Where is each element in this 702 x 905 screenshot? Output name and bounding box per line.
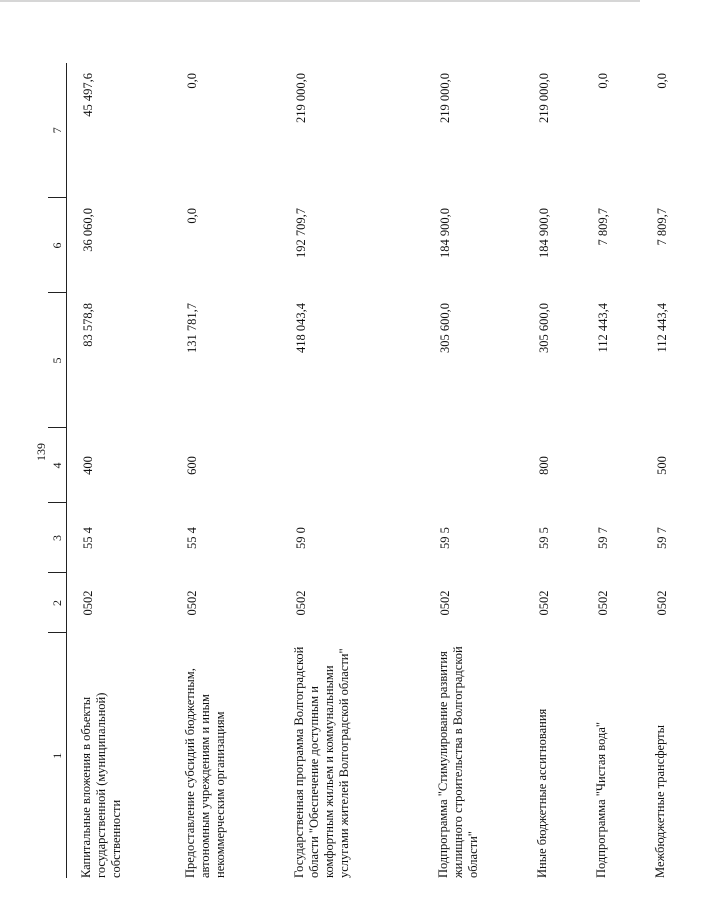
row-name: Предоставление субсидий бюджетным, автономным учреждениям и иным некоммерческим организациям [182, 667, 227, 878]
column-header: 6 [48, 198, 67, 293]
amount-col5: 112 443,4 [654, 302, 669, 353]
amount-col6: 184 900,0 [536, 207, 551, 258]
amount-col7: 219 000,0 [437, 72, 452, 123]
row-name: Иные бюджетные ассигнования [534, 708, 549, 878]
expense-type-code [424, 428, 523, 503]
page-number: 139 [34, 443, 48, 461]
expense-type-code: 800 [536, 455, 551, 475]
table-row [280, 63, 424, 878]
expense-type-code: 400 [80, 455, 95, 475]
column-header: 7 [48, 63, 67, 198]
amount-col6: 7 809,7 [654, 207, 669, 245]
amount-col7: 219 000,0 [536, 72, 551, 123]
amount-col6: 184 900,0 [437, 207, 452, 258]
target-code: 59 7 [595, 526, 610, 549]
amount-col7: 219 000,0 [293, 72, 308, 123]
amount-col5: 83 578,8 [80, 302, 95, 347]
column-header: 2 [48, 573, 67, 633]
section-code: 0502 [80, 590, 95, 615]
table-row [424, 63, 523, 878]
target-code: 55 4 [80, 526, 95, 549]
column-header: 5 [48, 293, 67, 428]
section-code: 0502 [184, 590, 199, 615]
budget-table [48, 63, 702, 878]
target-code: 59 0 [293, 526, 308, 549]
row-name: Государственная программа Волгоградской области "Обеспечение доступным и комфортным жильем и коммунальными услугами жителей Волгоградской области" [291, 646, 351, 878]
rotated-table-container [48, 63, 669, 878]
section-code: 0502 [536, 590, 551, 615]
amount-col5: 305 600,0 [437, 302, 452, 353]
target-code: 59 5 [437, 526, 452, 549]
amount-col7: 0,0 [654, 72, 669, 89]
table-row [523, 63, 582, 878]
table-header-row [48, 63, 67, 878]
section-code: 0502 [437, 590, 452, 615]
column-header: 4 [48, 428, 67, 503]
amount-col7: 0,0 [595, 72, 610, 89]
amount-col5: 131 781,7 [184, 302, 199, 353]
amount-col6: 36 060,0 [80, 207, 95, 252]
table-row [66, 63, 171, 878]
amount-col5: 418 043,4 [293, 302, 308, 353]
expense-type-code [280, 428, 424, 503]
target-code: 59 7 [654, 526, 669, 549]
row-name: Капитальные вложения в объекты государственной (муниципальной) собственности [78, 692, 123, 878]
amount-col6: 7 809,7 [595, 207, 610, 245]
table-row [582, 63, 641, 878]
table-row [171, 63, 280, 878]
amount-col5: 112 443,4 [595, 302, 610, 353]
amount-col7: 0,0 [184, 72, 199, 89]
row-name: Межбюджетные трансферты [652, 724, 667, 878]
target-code: 55 4 [184, 526, 199, 549]
row-name: Подпрограмма "Чистая вода" [593, 721, 608, 878]
column-header: 3 [48, 503, 67, 573]
row-name: Подпрограмма "Стимулирование развития жилищного строительства в Волгоградской области" [435, 645, 480, 878]
amount-col5: 305 600,0 [536, 302, 551, 353]
scan-edge-line [0, 0, 640, 2]
amount-col6: 192 709,7 [293, 207, 308, 258]
column-header: 1 [48, 633, 67, 878]
amount-col7: 45 497,6 [80, 72, 95, 117]
table-row [641, 63, 702, 878]
section-code: 0502 [293, 590, 308, 615]
expense-type-code: 600 [184, 455, 199, 475]
section-code: 0502 [595, 590, 610, 615]
target-code: 59 5 [536, 526, 551, 549]
expense-type-code: 500 [654, 455, 669, 475]
amount-col6: 0,0 [184, 207, 199, 224]
section-code: 0502 [654, 590, 669, 615]
expense-type-code [582, 428, 641, 503]
